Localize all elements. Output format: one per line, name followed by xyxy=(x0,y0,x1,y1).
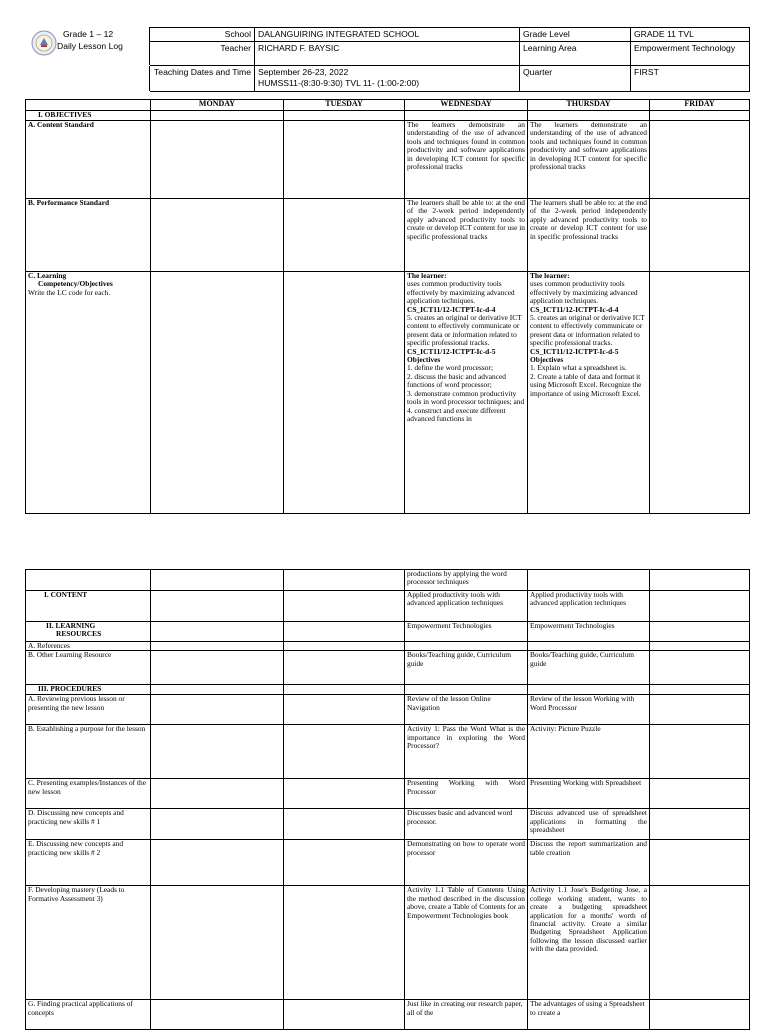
grade-label: Grade Level xyxy=(520,28,631,42)
proc-c-wed: Presenting Working with Word Processor xyxy=(405,779,528,809)
lc-text: 5. creates an original or derivative ICT content to effectively communicate or present data or information related to specific professional tracks. xyxy=(530,313,645,348)
header-table xyxy=(25,27,750,92)
other-resource-wed: Books/Teaching guide, Curriculum guide xyxy=(405,651,528,685)
lr-label-line-2: RESOURCES xyxy=(56,629,102,639)
dates-label: Teaching Dates and Time xyxy=(150,66,255,92)
day-thursday: THURSDAY xyxy=(528,100,650,111)
objective-item: 3. demonstrate common productivity tools in word processor techniques; and 4. construct and execute different advanced functions in xyxy=(407,388,525,423)
learning-resources-label xyxy=(26,622,151,642)
proc-d-label: D. Discussing new concepts and practicing new skills # 1 xyxy=(26,809,151,840)
lc-code: CS_ICT11/12-ICTPT-Ic-d-4 xyxy=(407,304,496,314)
proc-f-thu: Activity 1.1 Jose's Budgeting Jose, a college working student, wants to create a budgeting spreadsheet application for a months' worth of financial activity. Create a similar Budgeting Spreadsheet Application following the lesson discussed earlier with the data provided. xyxy=(528,886,650,1000)
grade-value: GRADE 11 TVL xyxy=(631,28,750,42)
lr-wed: Empowerment Technologies xyxy=(405,622,528,642)
proc-a-thu: Review of the lesson Working with Word Processor xyxy=(528,695,650,725)
lc-code: CS_ICT11/12-ICTPT-Ic-d-4 xyxy=(530,304,619,314)
lc-text: uses common productivity tools effectively by maximizing advanced application techniques. xyxy=(407,279,515,306)
proc-e-wed: Demonstrating on how to operate word processor xyxy=(405,840,528,886)
proc-f-wed: Activity 1.1 Table of Contents Using the method described in the discussion above, create a Table of Contents for an Empowerment Technologies book xyxy=(405,886,528,1000)
lc-thursday xyxy=(528,272,650,514)
area-value: Empowerment Technology xyxy=(631,42,750,66)
proc-d-wed: Discusses basic and advanced word processor. xyxy=(405,809,528,840)
lr-thu: Empowerment Technologies xyxy=(528,622,650,642)
objectives-label: Objectives xyxy=(407,355,441,365)
references-label: A. References xyxy=(26,642,151,651)
content-standard-label: A. Content Standard xyxy=(26,121,151,199)
proc-a-wed: Review of the lesson Online Navigation xyxy=(405,695,528,725)
proc-f-label: F. Developing mastery (Leads to Formative Assessment 3) xyxy=(26,886,151,1000)
proc-d-thu: Discuss advanced use of spreadsheet applications in formatting the spreadsheet xyxy=(528,809,650,840)
content-thu: Applied productivity tools with advanced application techniques xyxy=(528,591,650,622)
lc-text: 5. creates an original or derivative ICT content to effectively communicate or present data or information related to specific professional tracks. xyxy=(407,313,522,348)
objective-item: 2. Create a table of data and format it using Microsoft Excel. Recognize the importance of using Microsoft Excel. xyxy=(530,371,642,398)
proc-g-wed: Just like in creating our research paper, all of the xyxy=(405,1000,528,1030)
procedures-heading: III. PROCEDURES xyxy=(26,685,151,695)
day-wednesday: WEDNESDAY xyxy=(405,100,528,111)
title-cell xyxy=(26,28,150,66)
proc-c-label: C. Presenting examples/Instances of the new lesson xyxy=(26,779,151,809)
day-tuesday: TUESDAY xyxy=(284,100,405,111)
continued-text-wed: productions by applying the word processor techniques xyxy=(405,570,528,591)
day-monday: MONDAY xyxy=(151,100,284,111)
proc-a-label: A. Reviewing previous lesson or presenting the new lesson xyxy=(26,695,151,725)
teacher-label: Teacher xyxy=(150,42,255,66)
lc-label-line-1: C. Learning xyxy=(28,271,67,280)
proc-e-thu: Discuss the report summarization and table creation xyxy=(528,840,650,886)
lesson-table-page-1 xyxy=(25,99,750,514)
proc-c-thu: Presenting Working with Spreadsheet xyxy=(528,779,650,809)
lc-label-line-2: Competency/Objectives xyxy=(38,279,113,289)
quarter-label: Quarter xyxy=(520,66,631,92)
performance-standard-wed: The learners shall be able to: at the end of the 2-week period independently apply advanced productivity tools to create or develop ICT content for use in specific professional tracks xyxy=(405,199,528,272)
school-value: DALANGUIRING INTEGRATED SCHOOL xyxy=(255,28,520,42)
learner-label: The learner: xyxy=(407,271,447,280)
title-line-2: Daily Lesson Log xyxy=(57,41,123,51)
dates-value-line-2: HUMSS11-(8:30-9:30) TVL 11- (1:00-2:00) xyxy=(258,78,420,88)
content-standard-thu: The learners demonstrate an understanding of the use of advanced tools and techniques found in common productivity and software applications in developing ICT content for specific professional tracks xyxy=(528,121,650,199)
objectives-heading: I. OBJECTIVES xyxy=(26,111,151,121)
dates-value-line-1: September 26-23, 2022 xyxy=(258,67,349,77)
lr-label-line-1: II. LEARNING xyxy=(46,621,96,630)
title-line-1: Grade 1 – 12 xyxy=(63,29,114,39)
content-standard-wed: The learners demonstrate an understanding of the use of advanced tools and techniques found in common productivity and software applications in developing ICT content for specific professional tracks xyxy=(405,121,528,199)
lc-code: CS_ICT11/12-ICTPT-Ic-d-5 xyxy=(407,346,496,356)
day-friday: FRIDAY xyxy=(650,100,750,111)
learner-label: The learner: xyxy=(530,271,570,280)
proc-b-wed: Activity 1: Pass the Word What is the importance in exploring the Word Processor? xyxy=(405,725,528,779)
content-label: I. CONTENT xyxy=(26,591,151,622)
proc-b-label: B. Establishing a purpose for the lesson xyxy=(26,725,151,779)
lesson-table-page-2 xyxy=(25,569,750,1030)
dates-value xyxy=(255,66,520,92)
lc-text: uses common productivity tools effectively by maximizing advanced application techniques. xyxy=(530,279,638,306)
quarter-value: FIRST xyxy=(631,66,750,92)
performance-standard-thu: The learners shall be able to: at the end of the 2-week period independently apply advanced productivity tools to create or develop ICT content for use in specific professional tracks xyxy=(528,199,650,272)
school-label: School xyxy=(150,28,255,42)
teacher-value: RICHARD F. BAYSIC xyxy=(255,42,520,66)
deped-seal-icon xyxy=(31,30,57,56)
lc-label-line-3: Write the LC code for each. xyxy=(28,287,111,297)
lc-code: CS_ICT11/12-ICTPT-Ic-d-5 xyxy=(530,346,619,356)
performance-standard-label: B. Performance Standard xyxy=(26,199,151,272)
objectives-label: Objectives xyxy=(530,355,564,365)
other-resource-label: B. Other Learning Resource xyxy=(26,651,151,685)
area-label: Learning Area xyxy=(520,42,631,66)
other-resource-thu: Books/Teaching guide, Curriculum guide xyxy=(528,651,650,685)
proc-g-label: G. Finding practical applications of concepts xyxy=(26,1000,151,1030)
content-wed: Applied productivity tools with advanced application techniques xyxy=(405,591,528,622)
proc-g-thu: The advantages of using a Spreadsheet to create a xyxy=(528,1000,650,1030)
objective-item: 1. define the word processor; xyxy=(407,363,493,373)
objective-item: 1. Explain what a spreadsheet is. xyxy=(530,363,627,373)
lc-label xyxy=(26,272,151,514)
lc-wednesday xyxy=(405,272,528,514)
objective-item: 2. discuss the basic and advanced functions of word processor; xyxy=(407,371,506,390)
proc-b-thu: Activity: Picture Puzzle xyxy=(528,725,650,779)
proc-e-label: E. Discussing new concepts and practicing new skills # 2 xyxy=(26,840,151,886)
